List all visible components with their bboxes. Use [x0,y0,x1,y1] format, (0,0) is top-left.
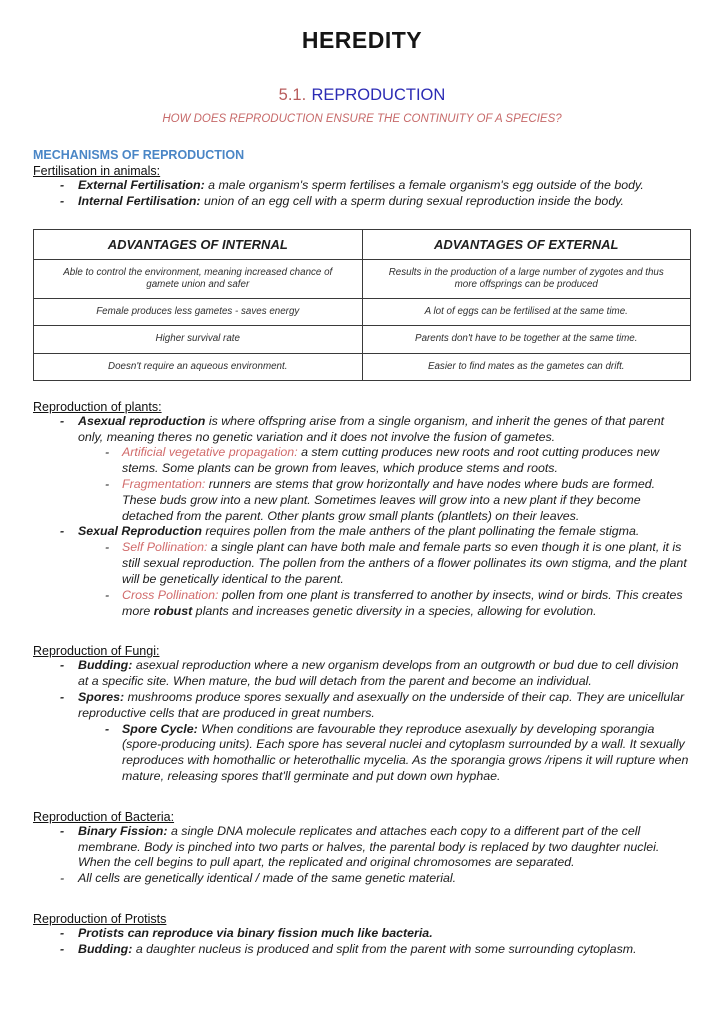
list-item-text [122,477,691,524]
bacteria-list [33,824,691,887]
term: Asexual reproduction [78,413,206,428]
list-item [60,178,691,194]
text: a daughter nucleus is produced and split from the parent with some surrounding cytoplasm. [132,941,637,956]
list-item-text [122,588,691,620]
bold-word: robust [153,603,193,618]
list-item-text [78,926,691,942]
table-header-internal: ADVANTAGES OF INTERNAL [34,229,363,259]
table-row [34,326,691,353]
table-cell: Higher survival rate [34,326,363,353]
list-item-text [122,722,691,785]
term: Binary Fission: [78,823,168,838]
advantages-table [33,229,691,381]
term: Budding: [78,941,133,956]
mechanisms-heading: MECHANISMS OF REPRODUCTION [33,148,245,162]
table-row [34,299,691,326]
text: a single DNA molecule replicates and attaches each copy to a different part of the cell membrane. Body is pinched into two parts or halves, the parental body is replaced by two daughter nuclei. When the cell begins to pull apart, the replicated and original chromosomes are separated. [78,823,660,870]
fungi-list [33,658,691,785]
text-after: plants and increases genetic diversity in a species, allowing for evolution. [192,603,597,618]
list-item [60,194,691,210]
list-item-text [78,824,691,871]
table-cell: Doesn't require an aqueous environment. [34,353,363,380]
list-item [105,540,691,587]
bacteria-heading: Reproduction of Bacteria: [33,809,175,824]
fertilisation-heading: Fertilisation in animals: [33,164,161,178]
list-item [105,588,691,620]
text: asexual reproduction where a new organism develops from an outgrowth or bud due to cell division at a specific site. When mature, the bud will detach from the parent and become an individual. [78,658,679,689]
term: Internal Fertilisation: [78,193,201,208]
list-item [60,942,691,958]
term: Self Pollination: [122,540,208,555]
term: Artificial vegetative propagation: [122,445,298,460]
section-title-text: REPRODUCTION [311,86,446,104]
term: Budding: [78,658,133,673]
list-item [60,658,691,690]
protists-list [33,926,691,958]
plants-heading: Reproduction of plants: [33,399,162,414]
table-cell: Female produces less gametes - saves energy [34,299,363,326]
table-cell: Able to control the environment, meaning increased chance of gamete union and safer [34,259,363,298]
list-item-text [78,194,691,210]
list-item-text [122,445,691,477]
text: is where offspring arise from a single organism, and inherit the genes of that parent only, meaning theres no genetic variation and it does not involve the fusion of gametes. [78,413,665,444]
list-item-text [78,414,691,446]
protists-heading: Reproduction of Protists [33,912,167,927]
list-item-text [78,690,691,722]
question-subtitle: HOW DOES REPRODUCTION ENSURE THE CONTINUITY OF A SPECIES? [162,113,562,125]
list-item [105,445,691,477]
table-row [34,259,691,298]
list-item [60,824,691,871]
list-item [60,414,691,446]
term: Protists can reproduce via binary fission much like bacteria. [78,926,433,941]
list-item-text [122,540,691,587]
table-header-external: ADVANTAGES OF EXTERNAL [362,229,691,259]
table-cell: Parents don't have to be together at the same time. [362,326,691,353]
text: All cells are genetically identical / made of the same genetic material. [78,871,457,886]
text: mushrooms produce spores sexually and asexually on the underside of their cap. They are unicellular reproductive cells that are produced in great numbers. [78,689,685,720]
term: Spore Cycle: [122,721,198,736]
list-item [60,926,691,942]
fertilisation-list [33,178,691,210]
list-item-text [78,178,691,194]
text: When conditions are favourable they reproduce asexually by developing sporangia (spore-producing units). Each spore has several nuclei and cytoplasm surrounded by a wall. It sexually reproduces with homothallic or heterothallic mycelia. As the sporangia grows /ripens it will rupture when mature, releasing spores that'll germinate and put down own hyphae. [122,721,689,784]
table-cell: A lot of eggs can be fertilised at the same time. [362,299,691,326]
text: requires pollen from the male anthers of the plant pollinating the female stigma. [201,524,640,539]
list-item [105,722,691,785]
list-item [60,524,691,540]
table-cell: Results in the production of a large number of zygotes and thus more offsprings can be produced [362,259,691,298]
term: Spores: [78,689,125,704]
text: a male organism's sperm fertilises a female organism's egg outside of the body. [204,178,644,192]
list-item-text [78,658,691,690]
list-item [105,477,691,524]
table-row [34,353,691,380]
plants-list [33,414,691,620]
section-number: 5.1. [278,86,307,104]
text: pollen from one plant is transferred to another by insects, wind or birds. This creates more [122,587,683,618]
text: a single plant can have both male and female parts so even though it is one plant, it is still sexual reproduction. The pollen from the anthers of a flower pollinates its own stigma, and the plant will be genetically identical to the parent. [122,540,687,586]
text: union of an egg cell with a sperm during sexual reproduction inside the body. [200,193,624,208]
term: External Fertilisation: [78,178,205,192]
term: Cross Pollination: [122,587,219,602]
text: a stem cutting produces new roots and root cutting produces new stems. Some plants can be grown from leaves, which produce stems and roots. [122,445,660,476]
term: Sexual Reproduction [78,524,202,539]
list-item [60,871,691,887]
fungi-heading: Reproduction of Fungi: [33,644,160,659]
list-item-text [78,524,691,540]
doc-title: HEREDITY [301,27,423,53]
section-heading [33,86,691,105]
table-cell: Easier to find mates as the gametes can drift. [362,353,691,380]
table-header-row [34,229,691,259]
list-item-text [78,871,691,887]
list-item-text [78,942,691,958]
list-item [60,690,691,722]
term: Fragmentation: [122,477,206,492]
text: runners are stems that grow horizontally and have nodes where buds are formed. These buds grow into a new plant. Sometimes leaves will grow into a new plant if they become detached from the parent. Other plants grow small plants (plantlets) on their leaves. [122,477,656,523]
